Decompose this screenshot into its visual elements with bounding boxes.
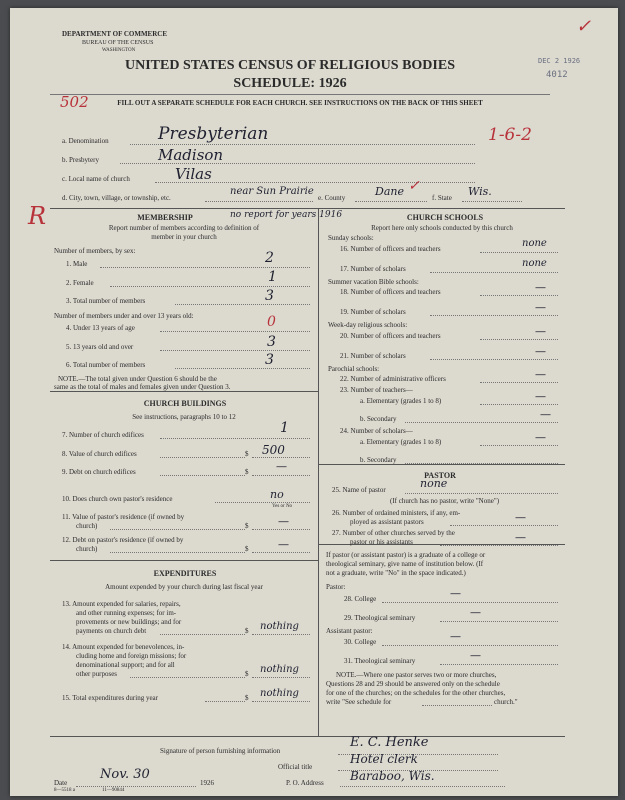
po-address-value: Baraboo, Wis.: [350, 769, 435, 783]
q19-label: 19. Number of scholars: [340, 308, 406, 316]
q26-value: —: [515, 511, 526, 524]
q29-line: [440, 621, 558, 622]
state-label: f. State: [432, 194, 452, 202]
q11-dollar: $: [245, 522, 249, 530]
q8-amount-line: [252, 457, 310, 458]
q24a-line: [480, 445, 558, 446]
q1-value: 2: [265, 250, 274, 266]
denomination-value: Presbyterian: [158, 124, 269, 144]
q15-amount-line: [252, 701, 310, 702]
pastor-note-3: for one of the churches; on the schedules for the other churches,: [326, 689, 506, 697]
q12-amount-line: [252, 552, 310, 553]
q11-value: —: [278, 515, 289, 528]
q1-line: [100, 267, 310, 268]
q16-line: [480, 252, 558, 253]
q13-label-3: provements or new buildings; and for: [76, 618, 182, 626]
q24b-line: [405, 463, 558, 464]
q22-value: —: [535, 368, 546, 381]
pastor-note-1: NOTE.—Where one pastor serves two or more churches,: [336, 671, 497, 679]
q18-value: —: [535, 281, 546, 294]
sunday-schools-label: Sunday schools:: [328, 234, 374, 242]
q18-line: [480, 295, 558, 296]
q12-dollar: $: [245, 545, 249, 553]
q17-line: [430, 272, 558, 273]
expenditures-intro: Amount expended by your church during last fiscal year: [105, 583, 263, 591]
q11-label-2: church): [76, 522, 98, 530]
weekday-schools-label: Week-day religious schools:: [328, 321, 408, 329]
q5-label: 5. 13 years old and over: [66, 343, 134, 351]
denomination-label: a. Denomination: [62, 137, 109, 145]
q10-label: 10. Does church own pastor's residence: [62, 495, 173, 503]
q20-line: [480, 339, 558, 340]
q29-value: —: [470, 606, 481, 619]
q7-value: 1: [280, 420, 289, 436]
q21-line: [430, 359, 558, 360]
q23b-line: [405, 422, 558, 423]
membership-note-2: same as the total of males and females given under Question 3.: [54, 383, 231, 391]
parochial-schools-label: Parochial schools:: [328, 365, 380, 373]
q31-label: 31. Theological seminary: [344, 657, 416, 665]
q15-dollar: $: [245, 694, 249, 702]
red-pencil-mark: R: [28, 202, 47, 230]
q19-value: —: [535, 301, 546, 314]
received-stamp-date: DEC 2 1926: [538, 57, 581, 65]
q15-value: nothing: [260, 688, 299, 699]
q27-value: —: [515, 531, 526, 544]
q14-line: [130, 677, 245, 678]
form-title: UNITED STATES CENSUS OF RELIGIOUS BODIES: [124, 58, 455, 73]
membership-note-1: NOTE.—The total given under Question 6 should be the: [58, 375, 217, 383]
pastor-note-2: Questions 28 and 29 should be answered only on the schedule: [326, 680, 500, 688]
grad-instruction-2: theological seminary, give name of institution below. (If: [326, 560, 484, 568]
pastor-note-4: write "See schedule for: [326, 698, 392, 706]
q5-value: 3: [267, 334, 276, 350]
official-title-label: Official title: [278, 763, 313, 771]
q9-line: [160, 475, 245, 476]
q2-line: [110, 286, 310, 287]
q23-label: 23. Number of teachers—: [340, 386, 413, 394]
q13-dollar: $: [245, 627, 249, 635]
q12-value: —: [278, 538, 289, 551]
q15-line: [205, 701, 245, 702]
form-instruction: FILL OUT A SEPARATE SCHEDULE FOR EACH CHURCH. SEE INSTRUCTIONS ON THE BACK OF THIS SHEET: [117, 99, 483, 107]
assistant-pastor-label: Assistant pastor:: [326, 627, 373, 635]
q12-line: [110, 552, 245, 553]
q20-value: —: [535, 325, 546, 338]
expenditures-title: EXPENDITURES: [153, 569, 217, 578]
q14-dollar: $: [245, 670, 249, 678]
po-address-label: P. O. Address: [286, 779, 324, 787]
dept-name: DEPARTMENT OF COMMERCE: [62, 30, 168, 38]
q16-label: 16. Number of officers and teachers: [340, 245, 441, 253]
q3-value: 3: [265, 288, 274, 304]
q9-amount-line: [252, 475, 310, 476]
q4-label: 4. Under 13 years of age: [66, 324, 135, 332]
buildings-title: CHURCH BUILDINGS: [143, 399, 227, 408]
q14-label-3: denominational support; and for all: [76, 661, 175, 669]
q31-value: —: [470, 649, 481, 662]
q13-label-4: payments on church debt: [76, 627, 147, 635]
schools-title: CHURCH SCHOOLS: [406, 213, 484, 222]
q19-line: [430, 315, 558, 316]
q12-label-2: church): [76, 545, 98, 553]
q3-label: 3. Total number of members: [66, 297, 146, 305]
q13-label-2: and other running expenses; for im-: [76, 609, 177, 617]
header-rule: [50, 94, 550, 95]
q27-label-2: pastor or his assistants: [350, 538, 413, 546]
q25-line: [405, 493, 558, 494]
q28-label: 28. College: [344, 595, 377, 603]
date-year: 1926: [200, 779, 214, 787]
schedule-number: 502: [60, 93, 89, 111]
q14-label-4: other purposes: [76, 670, 118, 678]
q9-label: 9. Debt on church edifices: [62, 468, 136, 476]
q30-label: 30. College: [344, 638, 377, 646]
q7-line: [160, 438, 310, 439]
q14-value: nothing: [260, 664, 299, 675]
received-stamp-code: 4012: [546, 70, 568, 80]
city-value: near Sun Prairie: [230, 186, 314, 197]
presbytery-label: b. Presbytery: [62, 156, 99, 164]
q25-label: 25. Name of pastor: [332, 486, 386, 494]
pastor-note-5: church.": [494, 698, 518, 706]
q11-label-1: 11. Value of pastor's residence (if owned by: [62, 513, 185, 521]
q10-value: no: [270, 488, 284, 501]
q14-amount-line: [252, 677, 310, 678]
q18-label: 18. Number of officers and teachers: [340, 288, 441, 296]
pastor-divider: [318, 464, 565, 465]
q23b-label: b. Secondary: [360, 415, 397, 423]
bottom-divider: [50, 736, 565, 737]
members-by-sex-label: Number of members, by sex:: [54, 247, 136, 255]
q7-label: 7. Number of church edifices: [62, 431, 144, 439]
date-value: Nov. 30: [100, 767, 150, 782]
q13-line: [160, 634, 245, 635]
q26-line: [450, 525, 558, 526]
q20-label: 20. Number of officers and teachers: [340, 332, 441, 340]
summer-schools-label: Summer vacation Bible schools:: [328, 278, 419, 286]
official-title-value: Hotel clerk: [350, 752, 418, 766]
q11-line: [110, 529, 245, 530]
red-check-mark: ✓: [576, 16, 592, 37]
date-line: [76, 786, 196, 787]
q15-label: 15. Total expenditures during year: [62, 694, 158, 702]
q4-value: 0: [267, 314, 276, 330]
q23a-value: —: [535, 390, 546, 403]
grad-instruction-3: not a graduate, write "No" in the space indicated.): [326, 569, 466, 577]
q17-label: 17. Number of scholars: [340, 265, 406, 273]
q27-line: [440, 545, 558, 546]
schools-intro: Report here only schools conducted by this church: [371, 224, 513, 232]
pastor-note-line: [422, 705, 492, 706]
q11-amount-line: [252, 529, 310, 530]
county-check-mark: ✓: [408, 178, 420, 194]
denomination-line: [130, 144, 475, 145]
q29-label: 29. Theological seminary: [344, 614, 416, 622]
q21-value: —: [535, 345, 546, 358]
po-address-line: [340, 786, 505, 787]
buildings-intro: See instructions, paragraphs 10 to 12: [132, 413, 236, 421]
q23a-label: a. Elementary (grades 1 to 8): [360, 397, 442, 405]
city-label: d. City, town, village, or township, etc.: [62, 194, 171, 202]
signature-value: E. C. Henke: [350, 735, 429, 750]
q24a-value: —: [535, 431, 546, 444]
q8-dollar: $: [245, 450, 249, 458]
q24a-label: a. Elementary (grades 1 to 8): [360, 438, 442, 446]
q6-label: 6. Total number of members: [66, 361, 146, 369]
q24-label: 24. Number of scholars—: [340, 427, 413, 435]
pastor-title: PASTOR: [424, 471, 456, 480]
q22-label: 22. Number of administrative officers: [340, 375, 446, 383]
q5-line: [160, 350, 310, 351]
county-line: [355, 201, 427, 202]
membership-intro-2: member in your church: [151, 233, 217, 241]
q30-value: —: [450, 630, 461, 643]
q8-line: [160, 457, 245, 458]
presbytery-value: Madison: [158, 146, 224, 164]
q6-line: [175, 368, 310, 369]
column-divider: [318, 208, 319, 736]
q2-value: 1: [268, 269, 277, 285]
bureau-name: BUREAU OF THE CENSUS: [82, 40, 154, 46]
county-value: Dane: [375, 185, 404, 198]
q30-line: [382, 645, 558, 646]
form-code-1: 8—5518 a: [54, 788, 75, 793]
q17-value: none: [522, 258, 547, 269]
q4-line: [160, 331, 310, 332]
q27-label-1: 27. Number of other churches served by the: [332, 529, 455, 537]
expenditures-divider: [50, 560, 318, 561]
state-value: Wis.: [468, 185, 492, 198]
q26-label-1: 26. Number of ordained ministers, if any, em-: [332, 509, 461, 517]
q23b-value: —: [540, 408, 551, 421]
bureau-city: WASHINGTON: [102, 48, 136, 53]
date-label: Date: [54, 779, 68, 787]
q31-line: [440, 664, 558, 665]
city-line: [205, 201, 313, 202]
q8-label: 8. Value of church edifices: [62, 450, 137, 458]
membership-title: MEMBERSHIP: [137, 213, 193, 222]
state-line: [462, 201, 522, 202]
q3-line: [175, 304, 310, 305]
grad-instruction-1: If pastor (or assistant pastor) is a graduate of a college or: [326, 551, 486, 559]
q6-value: 3: [265, 352, 274, 368]
q14-label-1: 14. Amount expended for benevolences, in-: [62, 643, 185, 651]
q10-line: [215, 502, 310, 503]
q9-dollar: $: [245, 468, 249, 476]
q28-value: —: [450, 587, 461, 600]
q25-note: (If church has no pastor, write "None"): [390, 497, 500, 505]
q2-label: 2. Female: [66, 279, 94, 287]
members-under-over-label: Number of members under and over 13 years old:: [54, 312, 194, 320]
classification-code: 1-6-2: [488, 125, 532, 145]
buildings-divider: [50, 391, 318, 392]
q13-amount-line: [252, 634, 310, 635]
membership-intro-1: Report number of members according to definition of: [108, 224, 260, 232]
q8-value: 500: [262, 443, 285, 457]
q9-value: —: [276, 460, 287, 473]
local-name-value: Vilas: [175, 165, 212, 183]
form-code-2: 11—90844: [102, 788, 125, 793]
form-schedule: SCHEDULE: 1926: [233, 76, 347, 91]
q21-label: 21. Number of scholars: [340, 352, 406, 360]
local-name-label: c. Local name of church: [62, 175, 130, 183]
q24b-label: b. Secondary: [360, 456, 397, 464]
q13-value: nothing: [260, 621, 299, 632]
q12-label-1: 12. Debt on pastor's residence (if owned by: [62, 536, 184, 544]
q1-label: 1. Male: [66, 260, 88, 268]
q23a-line: [480, 404, 558, 405]
signature-label: Signature of person furnishing information: [160, 747, 281, 755]
q28-line: [382, 602, 558, 603]
membership-note-handwritten: no report for years 1916: [230, 210, 343, 220]
q16-value: none: [522, 238, 547, 249]
pastor-sub-label: Pastor:: [326, 583, 346, 591]
q14-label-2: cluding home and foreign missions; for: [76, 652, 187, 660]
county-label: e. County: [318, 194, 346, 202]
q22-line: [480, 382, 558, 383]
q13-label-1: 13. Amount expended for salaries, repairs,: [62, 600, 181, 608]
q25-value: none: [420, 477, 448, 490]
census-form: [10, 8, 618, 796]
q26-label-2: ployed as assistant pastors: [350, 518, 424, 526]
yes-no-hint: Yes or No: [272, 504, 293, 509]
